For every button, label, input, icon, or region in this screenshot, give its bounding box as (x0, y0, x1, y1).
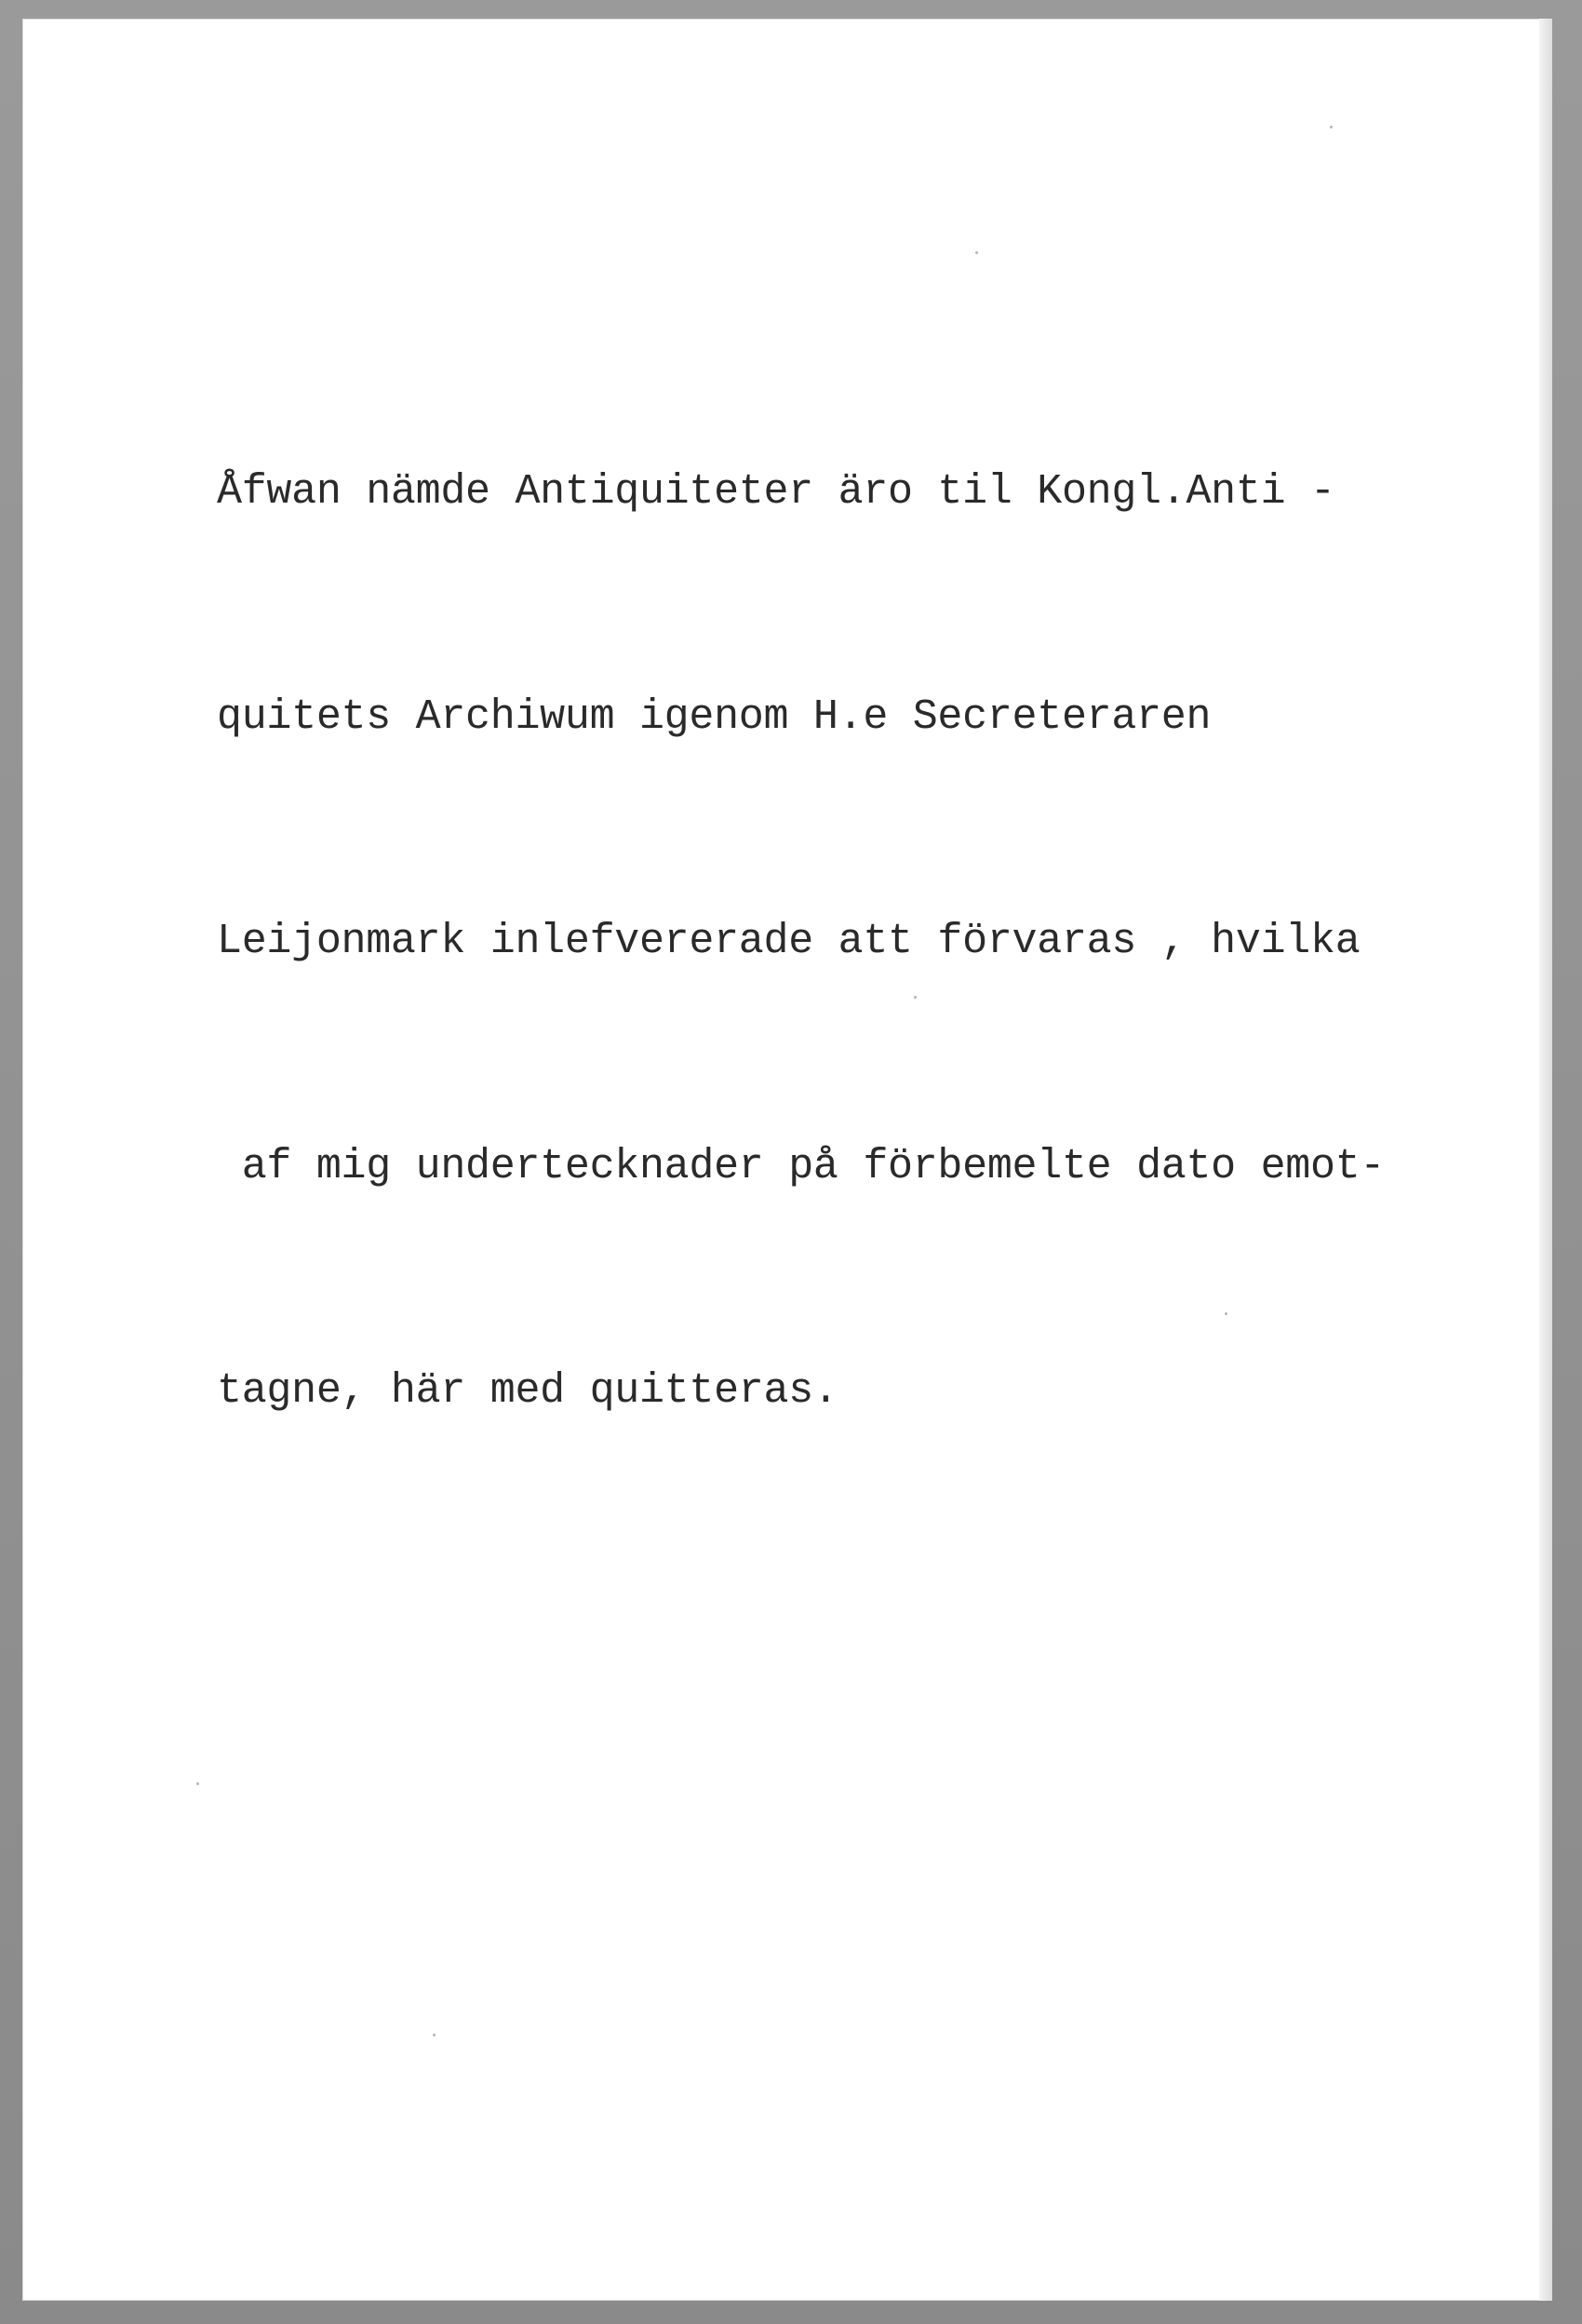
paper-card (22, 19, 1552, 2301)
typed-paragraph (217, 305, 1557, 1579)
paper-speck (975, 251, 978, 254)
paper-speck (914, 996, 917, 999)
text-line-3: Leijonmark inlefvererade att förvaras , hvilka (217, 918, 1361, 965)
text-line-1: Åfwan nämde Antiquiteter äro til Kongl.Anti - (217, 468, 1335, 516)
paper-speck (196, 1782, 199, 1785)
text-line-2: quitets Archiwum igenom H.e Secreteraren (217, 692, 1212, 741)
text-line-4: af mig undertecknader på förbemelte dato emot- (217, 1142, 1386, 1190)
paper-speck (433, 2034, 436, 2036)
paper-speck (1225, 1312, 1227, 1315)
text-line-5: tagne, här med quitteras. (217, 1367, 838, 1415)
paper-speck (1330, 126, 1333, 128)
